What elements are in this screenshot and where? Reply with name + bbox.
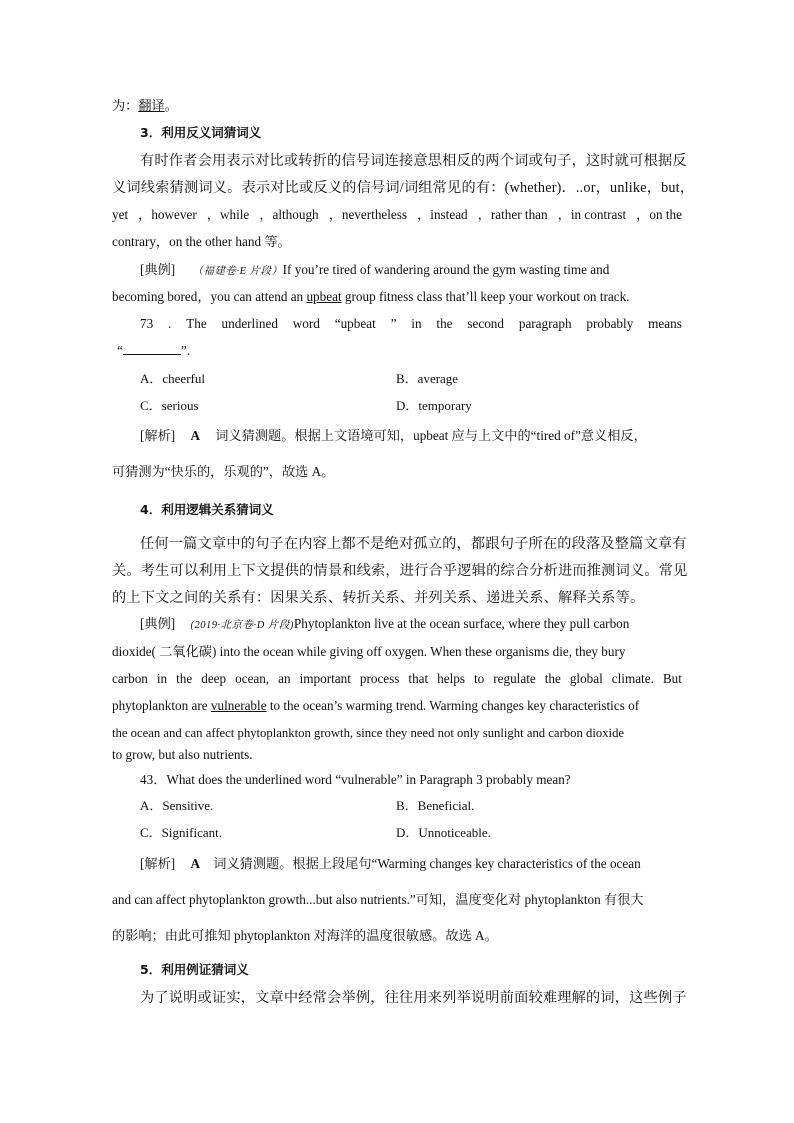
word: to xyxy=(474,671,485,686)
example-line: to grow, but also nutrients. xyxy=(112,747,253,762)
example-source: （福建卷·E 片段） xyxy=(192,266,283,277)
word: carbon xyxy=(112,671,148,686)
word: word xyxy=(292,316,320,331)
word: But xyxy=(662,671,682,686)
example-line: dioxide( 二氧化碳) into the ocean while giving off oxygen. When these organisms die, they bury xyxy=(112,644,626,659)
text-span: “ xyxy=(117,343,123,358)
word: . xyxy=(168,316,172,331)
analysis-tag: [解析] xyxy=(140,428,176,443)
paragraph-line: 义词线索猜测词义。表示对比或反义的信号词/词组常见的有：(whether)．..or，unlike，but， xyxy=(112,180,695,196)
underlined-word: vulnerable xyxy=(210,698,267,713)
word: deep xyxy=(201,671,227,686)
analysis-line: and can affect phytoplankton growth...but also nutrients.”可知，温度变化对 phytoplankton 有很大 xyxy=(112,892,644,907)
text-span: group fitness class that’ll keep your workout on track. xyxy=(341,289,630,304)
question-number: 73 xyxy=(140,316,154,331)
word: “upbeat xyxy=(334,316,376,331)
section-heading: 4．利用逻辑关系猜词义 xyxy=(140,502,274,517)
analysis-line: 的影响；由此可推知 phytoplankton 对海洋的温度很敏感。故选 A。 xyxy=(112,928,498,943)
question-line xyxy=(117,342,190,360)
word: climate. xyxy=(611,671,654,686)
word: underlined xyxy=(221,316,278,331)
word: the xyxy=(176,671,193,686)
analysis-line xyxy=(140,855,641,873)
option-b: B．Beneficial. xyxy=(396,798,475,813)
example-tag: [典例] xyxy=(140,262,176,277)
option-c: C．serious xyxy=(140,398,199,413)
option-a: A．Sensitive. xyxy=(140,798,214,813)
word: yet xyxy=(112,207,129,222)
paragraph-line: 的上下文之间的关系有：因果关系、转折关系、并列关系、递进关系、解释关系等。 xyxy=(112,590,645,606)
section-heading: 3．利用反义词猜词义 xyxy=(140,125,262,140)
underlined-word: 翻译 xyxy=(138,98,165,113)
question-line xyxy=(140,315,682,333)
paragraph-line xyxy=(112,206,682,224)
word: regulate xyxy=(493,671,536,686)
word: ，rather than xyxy=(477,207,548,222)
option-a: A．cheerful xyxy=(140,371,205,386)
option-c: C．Significant. xyxy=(140,825,222,840)
word: probably xyxy=(586,316,634,331)
text-span: becoming bored，you can attend an xyxy=(112,289,307,304)
word: global xyxy=(569,671,603,686)
word: that xyxy=(408,671,429,686)
example-line xyxy=(112,288,629,306)
text-span: 词义猜测题。根据上段尾句“Warming changes key characteristics of the ocean xyxy=(213,856,641,871)
paragraph-line: contrary，on the other hand 等。 xyxy=(112,234,291,249)
example-tag: [典例] xyxy=(140,616,176,631)
word: ，while xyxy=(206,207,250,222)
underlined-word: upbeat xyxy=(306,289,342,304)
word: in xyxy=(411,316,422,331)
example-source: (2019·北京卷·D 片段) xyxy=(190,620,294,631)
word: ocean, xyxy=(235,671,270,686)
example-line: the ocean and can affect phytoplankton growth, since they need not only sunlight and carbon dioxide xyxy=(112,726,625,740)
text-span: 为： xyxy=(112,98,139,113)
word: in xyxy=(156,671,168,686)
option-d: D．Unnoticeable. xyxy=(396,825,491,840)
answer-letter: A xyxy=(190,856,200,871)
word: ” xyxy=(390,316,397,331)
option-d: D．temporary xyxy=(396,398,472,413)
section-heading: 5．利用例证猜词义 xyxy=(140,962,249,977)
text-span: phytoplankton are xyxy=(112,698,211,713)
word: process xyxy=(359,671,400,686)
text-span: 。 xyxy=(164,98,178,113)
word: ，on the xyxy=(636,207,682,222)
word: ，in contrast xyxy=(557,207,627,222)
analysis-line xyxy=(140,427,647,445)
word: paragraph xyxy=(518,316,572,331)
word: important xyxy=(299,671,351,686)
text-span: ”. xyxy=(180,343,191,358)
analysis-line: 可猜测为“快乐的，乐观的”，故选 A。 xyxy=(112,464,335,479)
word: means xyxy=(648,316,682,331)
paragraph-line: 任何一篇文章中的句子在内容上都不是绝对孤立的，都跟句子所在的段落及整篇文章有 xyxy=(140,536,687,552)
word: ，nevertheless xyxy=(328,207,408,222)
word: ，however xyxy=(138,207,197,222)
answer-blank xyxy=(123,342,181,355)
option-b: B．average xyxy=(396,371,459,386)
text-span: Phytoplankton live at the ocean surface, where they pull carbon xyxy=(293,616,630,631)
question-line: 43．What does the underlined word “vulnerable” in Paragraph 3 probably mean? xyxy=(140,772,571,787)
text-span: If you’re tired of wandering around the gym wasting time and xyxy=(282,262,610,277)
word: the xyxy=(544,671,561,686)
paragraph-line: 有时作者会用表示对比或转折的信号词连接意思相反的两个词或句子，这时就可根据反 xyxy=(140,153,687,169)
word: helps xyxy=(437,671,466,686)
text-span: 词义猜测题。根据上文语境可知，upbeat 应与上文中的“tired of”意义相反， xyxy=(215,428,647,443)
text-span: to the ocean’s warming trend. Warming changes key characteristics of xyxy=(266,698,640,713)
word: ，although xyxy=(259,207,319,222)
example-line xyxy=(140,261,609,281)
analysis-tag: [解析] xyxy=(140,856,176,871)
word: an xyxy=(278,671,291,686)
answer-letter: A xyxy=(190,428,200,443)
paragraph-line: 为了说明或证实，文章中经常会举例，往往用来列举说明前面较难理解的词，这些例子 xyxy=(140,990,687,1006)
word: second xyxy=(467,316,504,331)
word: the xyxy=(436,316,453,331)
example-line xyxy=(140,615,629,635)
example-line xyxy=(112,670,682,688)
example-line xyxy=(112,697,639,715)
word: ，instead xyxy=(417,207,468,222)
text-line xyxy=(112,97,178,115)
word: The xyxy=(186,316,207,331)
paragraph-line: 关。考生可以利用上下文提供的情景和线索，进行合乎逻辑的综合分析进而推测词义。常见 xyxy=(112,563,688,579)
